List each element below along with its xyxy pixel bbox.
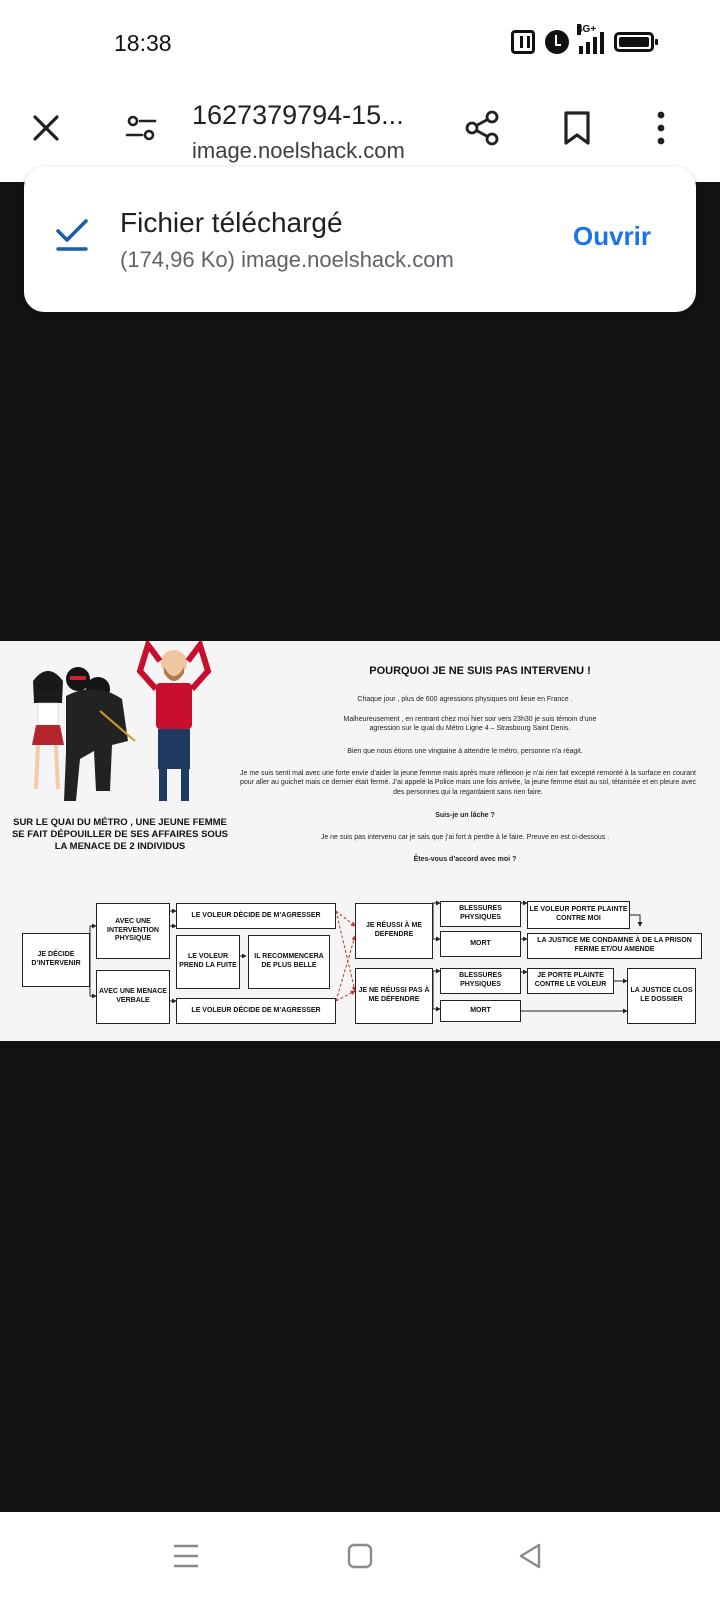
flow-justice-close: LA JUSTICE CLOS LE DOSSIER: [627, 968, 696, 1024]
displayed-image[interactable]: [0, 641, 720, 1041]
page-info-button[interactable]: [117, 104, 165, 152]
flow-again: IL RECOMMENCERA DE PLUS BELLE: [248, 935, 330, 989]
image-paragraph: Malheureusement , en rentrant chez moi hier soir vers 23h30 je suis témoin d’une agression sur le quai du Métro Ligne 4 – Strasbourg Saint Denis.: [343, 716, 597, 733]
alarm-icon: [545, 30, 569, 54]
signal-4g-icon: [577, 24, 604, 54]
flow-verbal: AVEC UNE MENACE VERBALE: [96, 970, 170, 1024]
close-button[interactable]: [22, 104, 70, 152]
back-icon: [517, 1542, 543, 1570]
image-paragraph: Chaque jour , plus de 600 agressions physiques ont lieue en France .: [357, 696, 573, 703]
flow-my-complaint: JE PORTE PLAINTE CONTRE LE VOLEUR: [527, 968, 614, 994]
snackbar-subtitle: (174,96 Ko) image.noelshack.com: [120, 247, 454, 272]
more-vert-icon: [655, 110, 667, 146]
download-done-icon: [54, 217, 90, 253]
system-nav-bar: [0, 1512, 720, 1600]
home-button[interactable]: [340, 1536, 380, 1576]
status-bar: [0, 0, 720, 90]
image-title: POURQUOI JE NE SUIS PAS INTERVENU !: [369, 665, 591, 677]
bookmark-icon: [562, 110, 592, 146]
page-url: image.noelshack.com: [192, 138, 405, 163]
back-button[interactable]: [510, 1536, 550, 1576]
flow-injury-top: BLESSURES PHYSIQUES: [440, 901, 521, 927]
home-icon: [347, 1543, 373, 1569]
flow-start: JE DÉCIDE D’INTERVENIR: [22, 933, 90, 987]
snackbar-title: Fichier téléchargé: [120, 207, 343, 238]
flow-flee: LE VOLEUR PREND LA FUITE: [176, 935, 240, 989]
flow-attack-bottom: LE VOLEUR DÉCIDE DE M’AGRESSER: [176, 998, 336, 1024]
tune-icon: [124, 111, 158, 145]
flow-death-top: MORT: [440, 931, 521, 957]
share-button[interactable]: [458, 104, 506, 152]
download-snackbar: [24, 167, 696, 312]
image-caption: SUR LE QUAI DU MÉTRO , UNE JEUNE FEMME SE FAIT DÉPOUILLER DE SES AFFAIRES SOUS LA MENACE DE 2 INDIVIDUS: [11, 817, 229, 852]
flow-injury-bottom: BLESSURES PHYSIQUES: [440, 968, 521, 994]
close-icon: [30, 112, 62, 144]
flow-defend-fail: JE NE RÉUSSI PAS À ME DÉFENDRE: [355, 968, 433, 1024]
status-icons: [511, 24, 654, 54]
image-paragraph: Êtes-vous d’accord avec moi ?: [413, 856, 517, 863]
recent-apps-button[interactable]: [166, 1536, 206, 1576]
bookmark-button[interactable]: [553, 104, 601, 152]
open-file-button[interactable]: Ouvrir: [572, 221, 651, 251]
nfc-icon: [511, 30, 535, 54]
battery-icon: [614, 32, 654, 52]
image-viewer[interactable]: [0, 182, 720, 1512]
page-title: 1627379794-15...: [192, 100, 404, 130]
flow-death-bottom: MORT: [440, 1000, 521, 1022]
image-paragraph: Je me suis senti mal avec une forte envie d’aider la jeune femme mais après mure réflexion je n’ai rien fait excepté remonté à la surface en courant pour aller au guichet mais ce dernier était fermé. J’ai appelé la Police mais une fois arrivée, la jeune femme était au sol, tétanisée et en pleure avec des personnes qui la regardaient sans rien faire.: [239, 770, 697, 796]
recent-apps-icon: [172, 1543, 200, 1569]
image-paragraph: Je ne suis pas intervenu car je sais que j’ai fort à perdre à le faire. Preuve en est ci-dessous .: [320, 834, 610, 841]
image-paragraph: Bien que nous étions une vingtaine à attendre le métro, personne n’a réagit.: [347, 748, 583, 755]
share-icon: [463, 109, 501, 147]
more-options-button[interactable]: [637, 104, 685, 152]
status-time: 18:38: [114, 30, 172, 56]
image-paragraph: Suis-je un lâche ?: [435, 812, 495, 819]
flow-justice-condemn: LA JUSTICE ME CONDAMNE À DE LA PRISON FERME ET/OU AMENDE: [527, 933, 702, 959]
flow-defend-ok: JE RÉUSSI À ME DEFENDRE: [355, 903, 433, 959]
flow-physical: AVEC UNE INTERVENTION PHYSIQUE: [96, 903, 170, 959]
flow-attack-top: LE VOLEUR DÉCIDE DE M’AGRESSER: [176, 903, 336, 929]
network-type-label: 4G+: [577, 24, 597, 35]
flow-thief-complaint: LE VOLEUR PORTE PLAINTE CONTRE MOI: [527, 901, 630, 929]
